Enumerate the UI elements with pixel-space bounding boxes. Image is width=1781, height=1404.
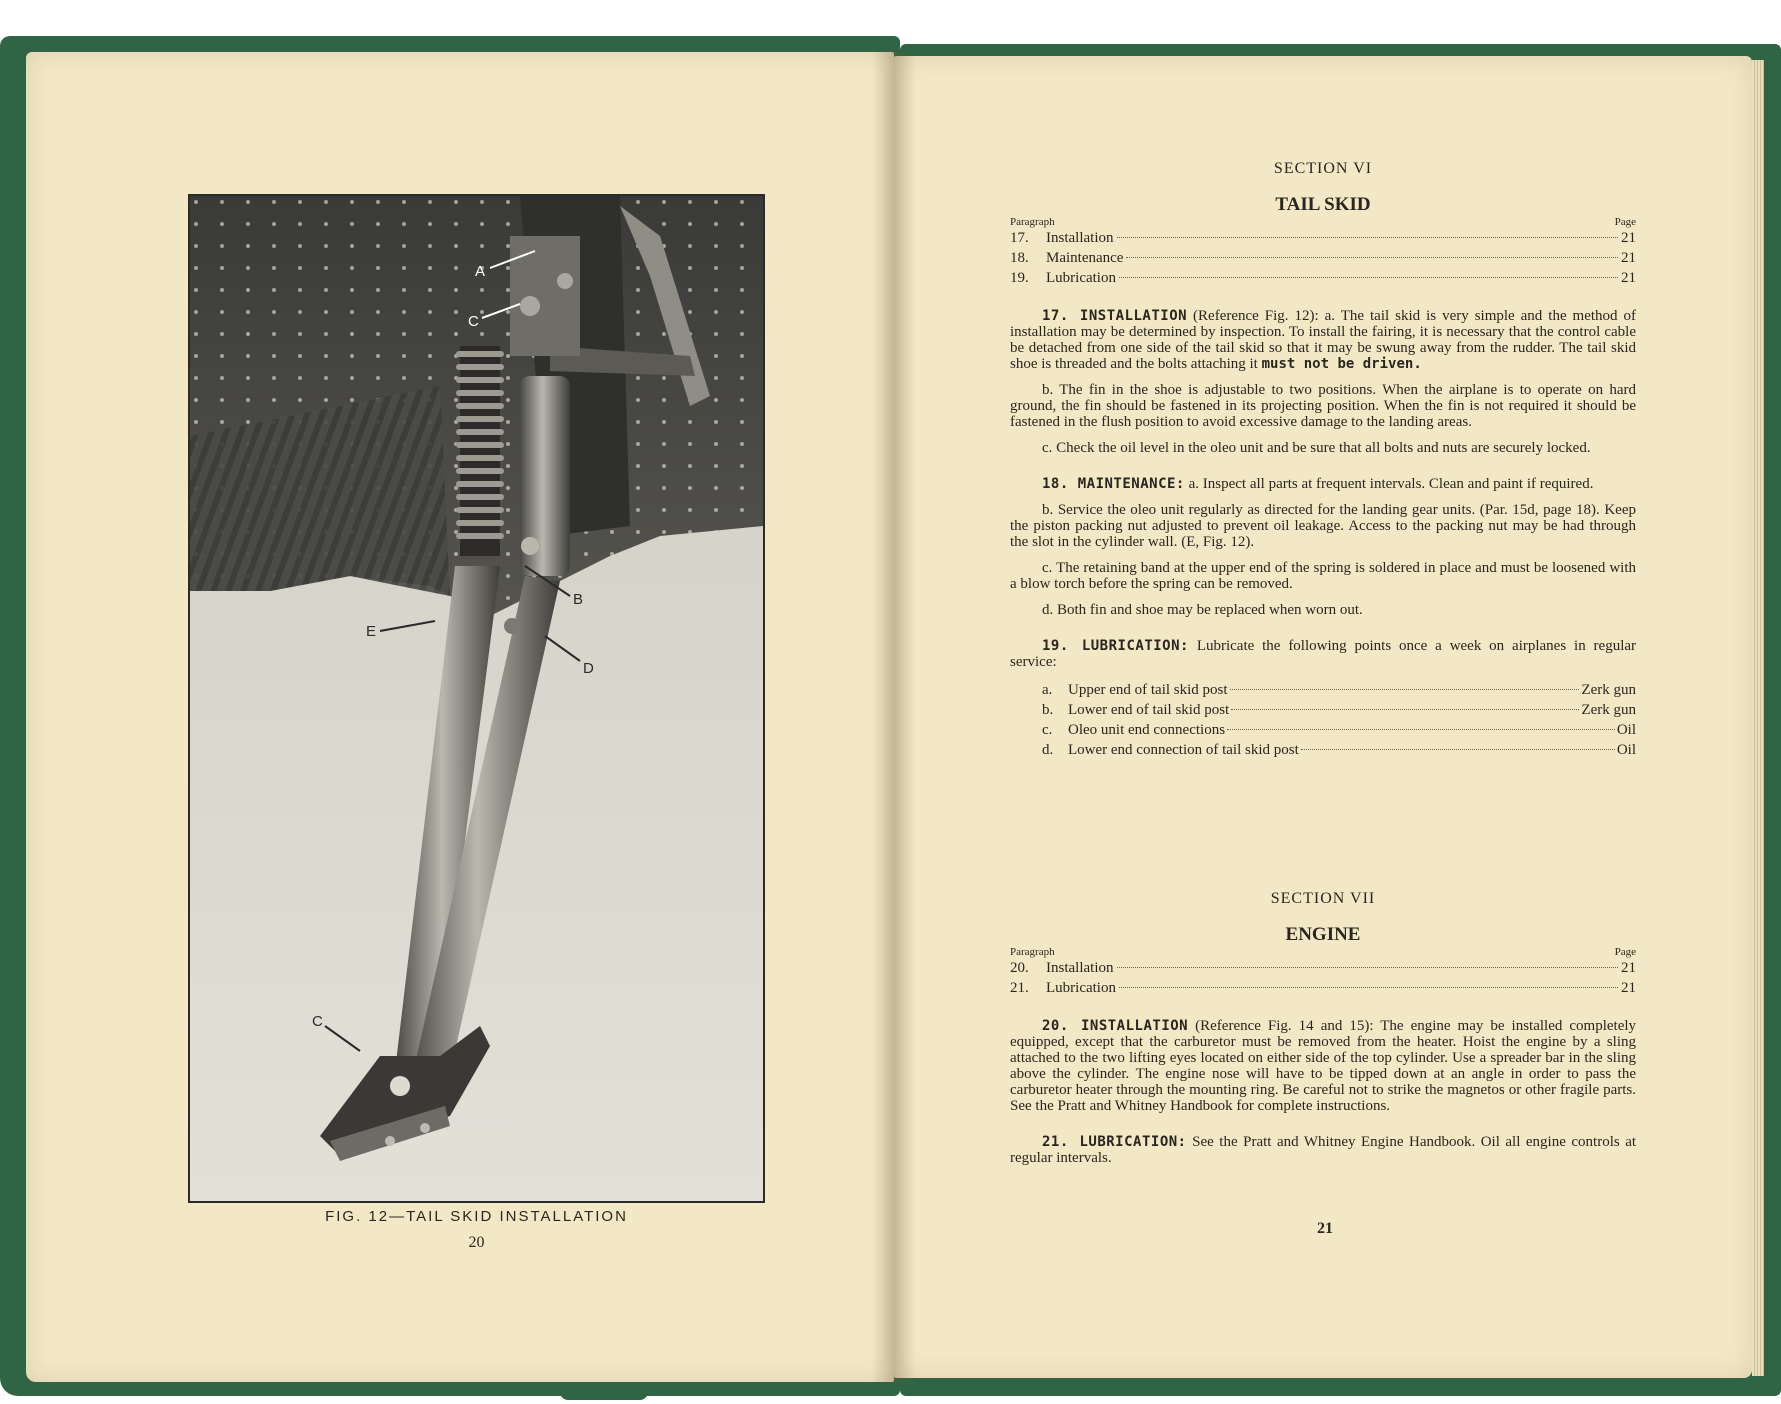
- tail-skid-illustration: [190, 196, 763, 1201]
- paragraph-18b: b. Service the oleo unit regularly as directed for the landing gear units. (Par. 15d, page 18). Keep the piston packing nut adjusted to prevent oil leakage. Access to the packing nut may be had through the slot in the cylinder wall. (E, Fig. 12).: [1010, 502, 1636, 550]
- figure-label-b: B: [573, 591, 584, 608]
- toc-row: 19. Lubrication 21: [1010, 270, 1636, 286]
- section-title: ENGINE: [1285, 924, 1361, 945]
- page-number-left: 20: [468, 1234, 485, 1251]
- paragraph-18a: 18. MAINTENANCE: a. Inspect all parts at frequent intervals. Clean and paint if required.: [1042, 476, 1594, 492]
- figure-label-e: E: [366, 623, 377, 640]
- section-heading: SECTION VI: [1273, 160, 1373, 177]
- toc-row: 17. Installation 21: [1010, 230, 1636, 246]
- lubrication-item: c. Oleo unit end connections Oil: [1042, 722, 1636, 738]
- tail-skid-photo: [188, 194, 765, 1203]
- figure-label-d: D: [583, 660, 594, 677]
- toc-header: [1010, 216, 1636, 228]
- paragraph-17c: c. Check the oil level in the oleo unit and be sure that all bolts and nuts are securely locked.: [1042, 440, 1591, 456]
- figure-caption: FIG. 12—TAIL SKID INSTALLATION: [325, 1208, 628, 1225]
- paragraph-21: 21. LUBRICATION: See the Pratt and Whitney Engine Handbook. Oil all engine controls at regular intervals.: [1010, 1134, 1637, 1166]
- section-title: TAIL SKID: [1275, 194, 1371, 215]
- lubrication-item: b. Lower end of tail skid post Zerk gun: [1042, 702, 1636, 718]
- lubrication-item: a. Upper end of tail skid post Zerk gun: [1042, 682, 1636, 698]
- book-gutter: [872, 52, 916, 1382]
- paragraph-17a: 17. INSTALLATION (Reference Fig. 12): a. The tail skid is very simple and the method of installation may be determined by inspection. To install the fairing, it is necessary that the control cable be detached from one side of the tail skid so that it may be swung away from the rudder. The tail skid shoe is threaded and the bolts attaching it must not be driven.: [1010, 308, 1637, 372]
- paragraph-18d: d. Both fin and shoe may be replaced when worn out.: [1042, 602, 1363, 618]
- oleo-spring: [456, 346, 504, 556]
- toc-page-label: Page: [1614, 216, 1636, 228]
- figure-label-c-upper: C: [468, 313, 479, 330]
- cover-tab: [1215, 1378, 1435, 1392]
- paragraph-17b: b. The fin in the shoe is adjustable to two positions. When the airplane is to operate on hard ground, the fin should be fastened in its projecting position. When the fin is not required it should be fastened in the flush position to avoid excessive damage to the landing areas.: [1010, 382, 1636, 430]
- toc-list: [1010, 228, 1636, 288]
- lubrication-list: [1010, 680, 1636, 760]
- paragraph-18c: c. The retaining band at the upper end of the spring is soldered in place and must be loosened with a blow torch before the spring can be removed.: [1010, 560, 1636, 592]
- toc-header: [1010, 946, 1636, 958]
- toc-paragraph-label: Paragraph: [1010, 216, 1055, 228]
- toc-page-label: Page: [1614, 946, 1636, 958]
- toc-row: 21. Lubrication 21: [1010, 980, 1636, 996]
- paragraph-19: 19. LUBRICATION: Lubricate the following points once a week on airplanes in regular service:: [1010, 638, 1637, 670]
- toc-paragraph-label: Paragraph: [1010, 946, 1055, 958]
- toc-list: [1010, 958, 1636, 998]
- page-number-right: 21: [1317, 1220, 1333, 1237]
- section-vi: [1010, 160, 1636, 760]
- toc-row: 18. Maintenance 21: [1010, 250, 1636, 266]
- figure-label-a: A: [475, 263, 486, 280]
- toc-row: 20. Installation 21: [1010, 960, 1636, 976]
- paragraph-20: 20. INSTALLATION (Reference Fig. 14 and 15): The engine may be installed completely equipped, except that the carburetor must be removed from the heater. Hoist the engine by a sling attached to the two lifting eyes located on either side of the top cylinder. Use a spreader bar in the sling above the cylinder. The engine nose will have to be tipped down at an angle in order to pass the carburetor heater through the mounting ring. Be careful not to strike the magnetos or other fragile parts. See the Pratt and Whitney Handbook for complete instructions.: [1010, 1018, 1637, 1114]
- lubrication-item: d. Lower end connection of tail skid post Oil: [1042, 742, 1636, 758]
- section-heading: SECTION VII: [1270, 890, 1376, 907]
- section-vii: [1010, 890, 1636, 1176]
- page-edges: [1752, 60, 1764, 1376]
- figure-label-c-lower: C: [312, 1013, 323, 1030]
